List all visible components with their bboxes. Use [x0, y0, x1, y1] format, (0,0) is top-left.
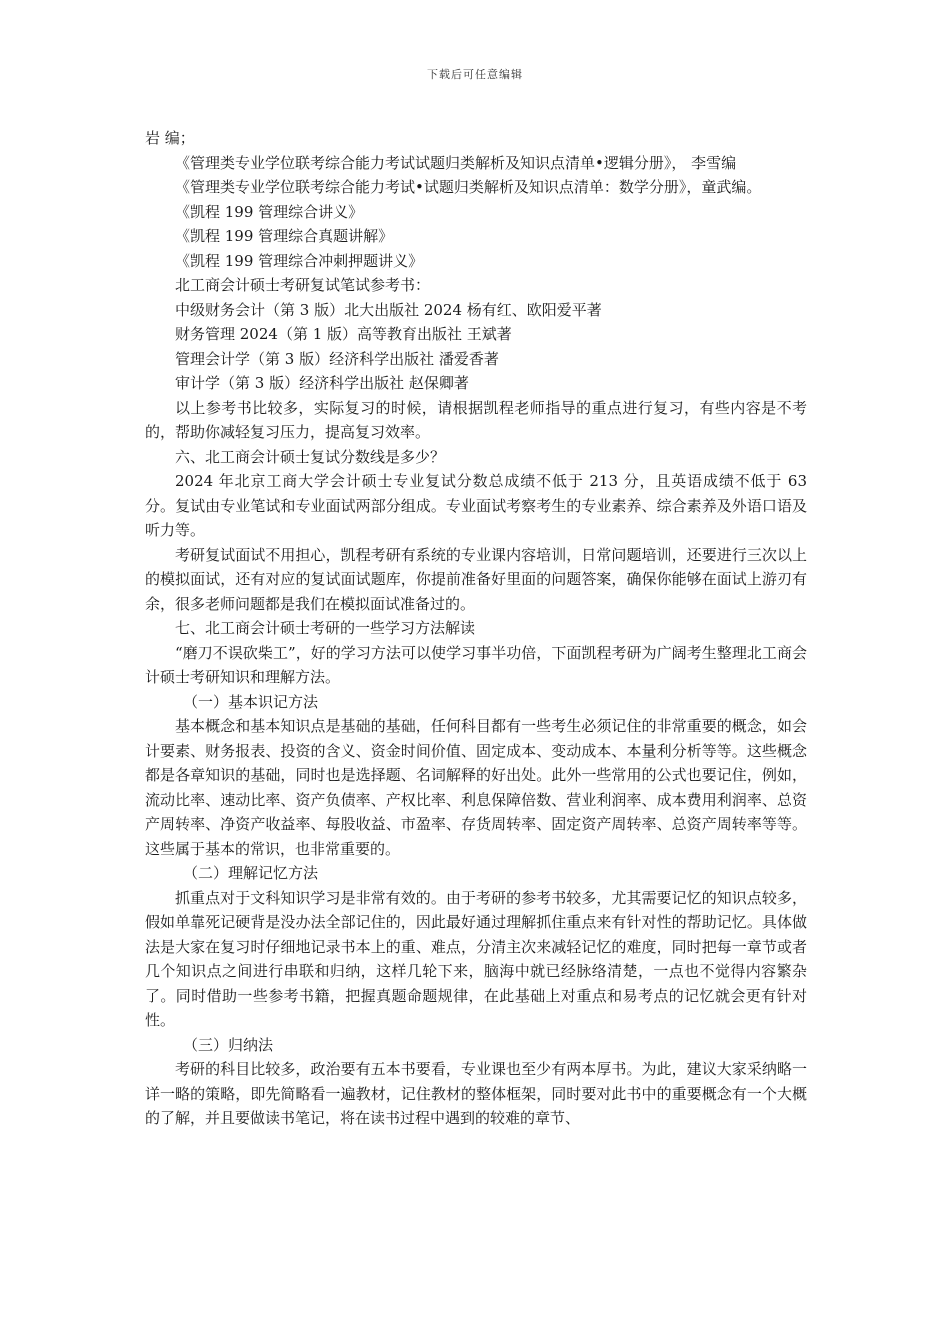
paragraph: 管理会计学（第 3 版）经济科学出版社 潘爱香著 — [175, 349, 499, 368]
section-heading: 六、北工商会计硕士复试分数线是多少？ — [175, 447, 446, 466]
subsection-heading: （三）归纳法 — [183, 1035, 274, 1054]
subsection-heading: （二）理解记忆方法 — [183, 864, 319, 882]
paragraph: 岩 编； — [145, 129, 195, 147]
paragraph: 考研的科目比较多，政治要有五本书要看，专业课也至少有两本厚书。为此，建议大家采纳略一详一略的策略，即先简略看一遍教材，记住教材的整体框架，同时要对此书中的重要概念有一个大概的了解，并且要做读书笔记，将在读书过程中遇到的较难的章节、 — [145, 1060, 807, 1127]
paragraph: 北工商会计硕士考研复试笔试参考书： — [175, 276, 431, 294]
paragraph: 以上参考书比较多，实际复习的时候，请根据凯程老师指导的重点进行复习，有些内容是不考的，帮助你减轻复习压力，提高复习效率。 — [145, 398, 807, 441]
paragraph: 2024 年北京工商大学会计硕士专业复试分数总成绩不低于 213 分，且英语成绩不低于 63 分。复试由专业笔试和专业面试两部分组成。专业面试考察考生的专业素养、综合素养及外语口语及听力等。 — [145, 472, 807, 539]
paragraph: 财务管理 2024（第 1 版）高等教育出版社 王斌著 — [175, 325, 512, 343]
page-header: 下载后可任意编辑 — [427, 68, 523, 81]
paragraph: 《管理类专业学位联考综合能力考试•试题归类解析及知识点清单：数学分册》，童武编。 — [175, 178, 762, 196]
paragraph: 《管理类专业学位联考综合能力考试试题归类解析及知识点清单•逻辑分册》， 李雪编 — [175, 153, 737, 172]
paragraph: 审计学（第 3 版）经济科学出版社 赵保卿著 — [175, 374, 469, 392]
paragraph: 考研复试面试不用担心，凯程考研有系统的专业课内容培训，日常问题培训，还要进行三次以上的模拟面试，还有对应的复试面试题库，你提前准备好里面的问题答案，确保你能够在面试上游刃有余，很多老师问题都是我们在模拟面试准备过的。 — [145, 545, 807, 613]
document-body — [145, 126, 807, 1131]
paragraph: 基本概念和基本知识点是基础的基础，任何科目都有一些考生必须记住的非常重要的概念，如会计要素、财务报表、投资的含义、资金时间价值、固定成本、变动成本、本量利分析等等。这些概念都是各章知识的基础，同时也是选择题、名词解释的好出处。此外一些常用的公式也要记住，例如，流动比率、速动比率、资产负债率、产权比率、利息保障倍数、营业利润率、成本费用利润率、总资产周转率、净资产收益率、每股收益、市盈率、存货周转率、固定资产周转率、总资产周转率等等。这些属于基本的常识，也非常重要的。 — [145, 717, 807, 858]
subsection-heading: （一）基本识记方法 — [183, 692, 319, 711]
paragraph: 《凯程 199 管理综合真题讲解》 — [175, 227, 394, 245]
paragraph: “磨刀不误砍柴工”，好的学习方法可以使学习事半功倍，下面凯程考研为广阔考生整理北工商会计硕士考研知识和理解方法。 — [145, 643, 807, 686]
paragraph: 抓重点对于文科知识学习是非常有效的。由于考研的参考书较多，尤其需要记忆的知识点较多，假如单靠死记硬背是没办法全部记住的，因此最好通过理解抓住重点来有针对性的帮助记忆。具体做法是大家在复习时仔细地记录书本上的重、难点，分清主次来减轻记忆的难度，同时把每一章节或者几个知识点之间进行串联和归纳，这样几轮下来，脑海中就已经脉络清楚，一点也不觉得内容繁杂了。同时借助一些参考书籍，把握真题命题规律，在此基础上对重点和易考点的记忆就会更有针对性。 — [145, 888, 807, 1029]
paragraph: 《凯程 199 管理综合讲义》 — [175, 202, 364, 221]
paragraph: 《凯程 199 管理综合冲刺押题讲义》 — [175, 251, 424, 270]
section-heading: 七、北工商会计硕士考研的一些学习方法解读 — [175, 619, 476, 637]
paragraph: 中级财务会计（第 3 版）北大出版社 2024 杨有红、欧阳爱平著 — [175, 300, 602, 319]
